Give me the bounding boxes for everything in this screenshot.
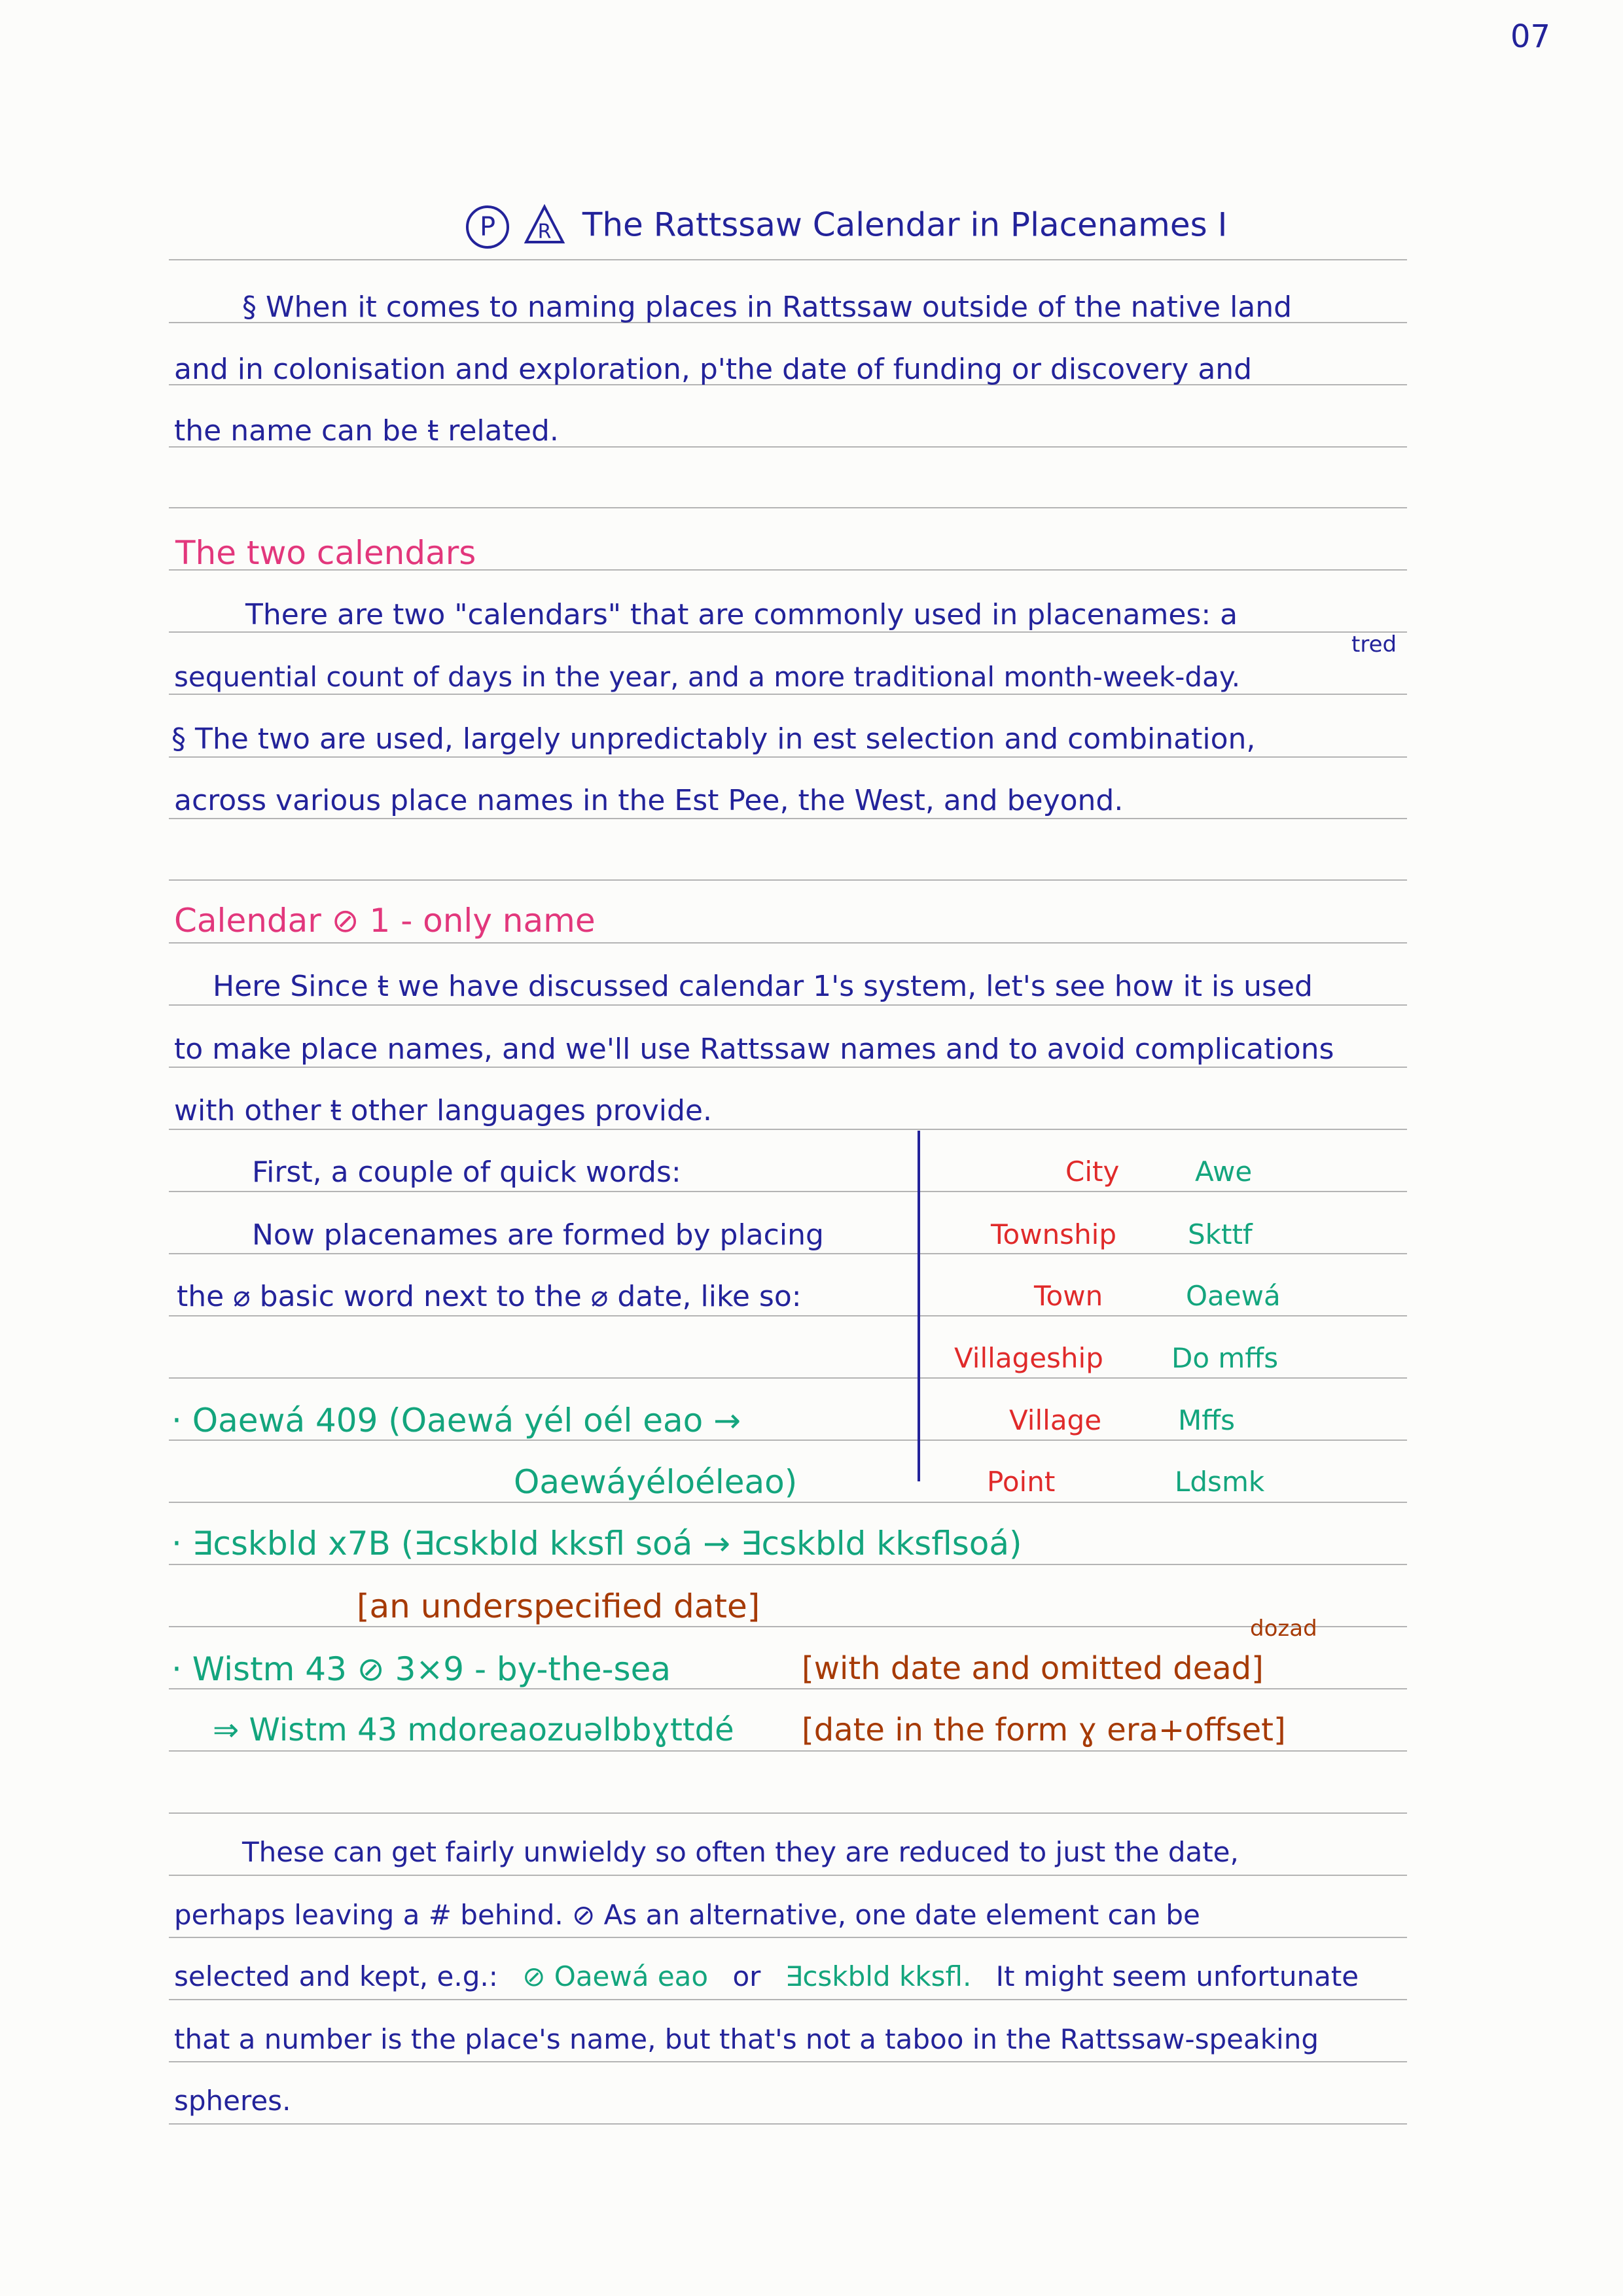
text-segment: It might seem unfortunate (995, 1960, 1359, 1992)
ruled-line (169, 694, 1407, 695)
ruled-line (169, 1688, 1407, 1689)
example-line: · Oaewá 409 (Oaewá yél oél eao → (171, 1402, 741, 1439)
ruled-line (169, 942, 1407, 944)
example-note: [date in the form ɣ era+offset] (802, 1712, 1286, 1748)
p-circle-mark: P (466, 205, 509, 249)
table-rattssaw-village: Mffs (1178, 1404, 1236, 1436)
ruled-line (169, 1067, 1407, 1068)
page-title (466, 204, 1227, 250)
body-line: These can get fairly unwieldy so often they are reduced to just the date, (242, 1836, 1239, 1868)
table-english-villageship: Villageship (954, 1342, 1103, 1374)
table-rattssaw-villageship: Do mffs (1171, 1342, 1279, 1374)
intro-line: and in colonisation and exploration, p'the date of funding or discovery and (174, 353, 1253, 386)
body-line: Here Since ŧ we have discussed calendar 1's system, let's see how it is used (213, 970, 1313, 1003)
body-line: with other ŧ other languages provide. (174, 1094, 712, 1127)
table-english-village: Village (1009, 1404, 1102, 1436)
placenames-line: Now placenames are formed by placing (252, 1218, 824, 1252)
r-triangle-mark (524, 204, 565, 250)
ruled-line (169, 631, 1407, 633)
ruled-line (169, 2123, 1407, 2125)
ruled-line (169, 1999, 1407, 2000)
words-intro: First, a couple of quick words: (252, 1156, 681, 1189)
example-line: · Wistm 43 ⊘ 3×9 - by-the-sea (171, 1650, 671, 1688)
example-line: Oaewáyéloéleao) (514, 1463, 798, 1501)
ruled-line (169, 259, 1407, 260)
body-line: spheres. (174, 2085, 291, 2117)
ruled-line (169, 818, 1407, 819)
body-line: to make place names, and we'll use Rattssaw names and to avoid complications (174, 1033, 1334, 1066)
ruled-line (169, 1004, 1407, 1006)
ruled-line (169, 1626, 1407, 1627)
intro-line: the name can be ŧ related. (174, 414, 559, 448)
intro-line: § When it comes to naming places in Rattssaw outside of the native land (242, 291, 1293, 324)
body-line: that a number is the place's name, but that's not a taboo in the Rattssaw-speaking (174, 2023, 1319, 2055)
table-english-town: Town (1034, 1280, 1103, 1312)
table-english-point: Point (987, 1466, 1056, 1498)
body-line: § The two are used, largely unpredictably in est selection and combination, (171, 722, 1256, 756)
text-segment: ∃cskbld kksfl. (785, 1960, 972, 1992)
ruled-line (169, 1875, 1407, 1876)
text-segment: ⊘ Oaewá eao (522, 1960, 709, 1992)
ruled-line (169, 1812, 1407, 1814)
table-english-city: City (1065, 1156, 1120, 1188)
ruled-line (169, 1937, 1407, 1938)
ruled-line (169, 1315, 1407, 1316)
body-line-mixed (174, 1960, 1359, 1992)
example-note: [an underspecified date] (357, 1587, 760, 1625)
insert-mark: tred (1351, 631, 1397, 658)
ruled-line (169, 1191, 1407, 1192)
example-line: · ∃cskbld x7B (∃cskbld kksfl soá → ∃cskbld kksflsoá) (171, 1525, 1022, 1563)
text-segment: selected and kept, e.g.: (174, 1960, 498, 1992)
table-english-township: Township (991, 1218, 1117, 1250)
ruled-line (169, 1253, 1407, 1254)
section-heading-calendar-1: Calendar ⊘ 1 - only name (174, 902, 596, 940)
ruled-line (169, 1564, 1407, 1565)
ruled-line (169, 1377, 1407, 1379)
body-line: across various place names in the Est Pee, the West, and beyond. (174, 784, 1124, 817)
ruled-line (169, 756, 1407, 758)
table-rattssaw-point: Ldsmk (1175, 1466, 1265, 1498)
example-note: [with date and omitted dead] (802, 1650, 1264, 1687)
placenames-line: the ⌀ basic word next to the ⌀ date, like so: (177, 1280, 802, 1313)
table-rattssaw-township: Skttf (1188, 1218, 1253, 1250)
table-rattssaw-town: Oaewá (1186, 1280, 1281, 1312)
insert-mark: dozad (1250, 1616, 1317, 1642)
title-text: The Rattssaw Calendar in Placenames I (582, 205, 1228, 244)
r-mark-text: R (537, 221, 552, 243)
body-line: There are two "calendars" that are commonly used in placenames: a (245, 598, 1238, 631)
ruled-line (169, 507, 1407, 508)
ruled-line (169, 879, 1407, 881)
section-heading-two-calendars: The two calendars (175, 534, 476, 572)
body-line: sequential count of days in the year, and a more traditional month-week-day. (174, 661, 1241, 693)
text-segment: or (732, 1960, 761, 1992)
ruled-line (169, 1129, 1407, 1130)
body-line: perhaps leaving a # behind. ⊘ As an alternative, one date element can be (174, 1899, 1200, 1931)
example-line: ⇒ Wistm 43 mdoreaozuəlbbɣttdé (213, 1712, 734, 1748)
ruled-line (169, 1439, 1407, 1441)
page-number: 07 (1510, 18, 1551, 55)
ruled-line (169, 1750, 1407, 1752)
table-rattssaw-city: Awe (1195, 1156, 1253, 1188)
ruled-line (169, 2061, 1407, 2062)
table-divider (918, 1131, 920, 1481)
ruled-line (169, 1502, 1407, 1503)
